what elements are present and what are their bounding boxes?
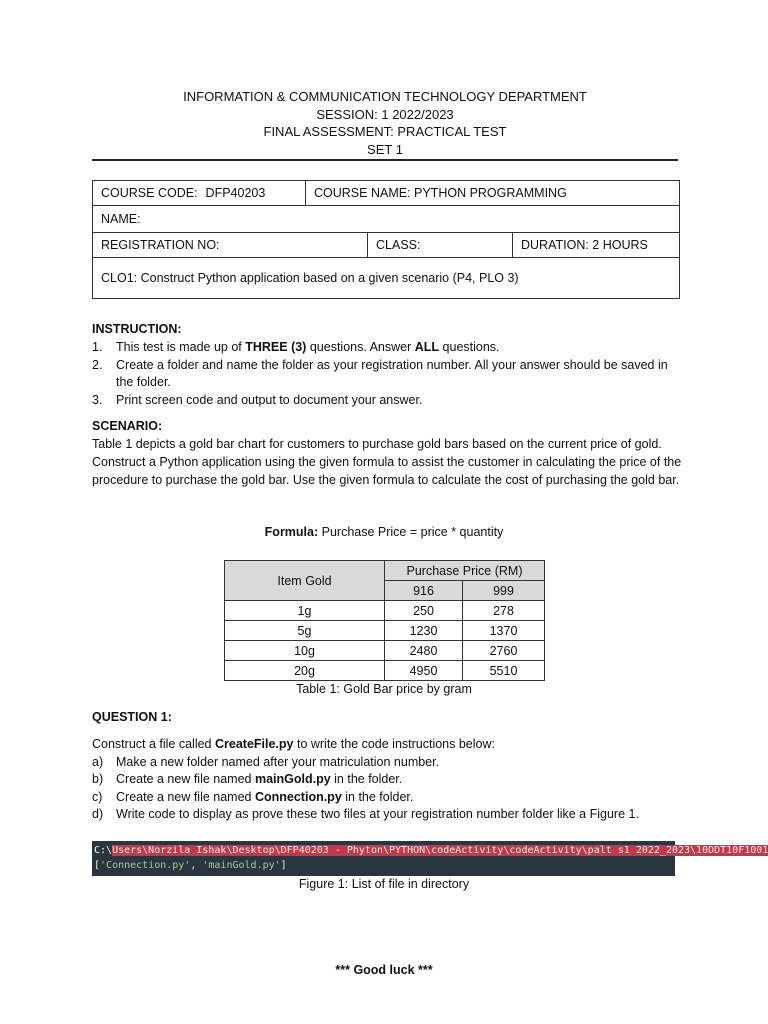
terminal-screenshot <box>92 841 768 876</box>
course-code-cell <box>93 181 306 206</box>
purity-999-header: 999 <box>463 581 545 601</box>
formula-label: Formula: <box>264 525 319 539</box>
set-line: SET 1 <box>367 141 403 157</box>
gold-price-table <box>224 560 545 681</box>
formula-line <box>0 525 768 539</box>
list-item: 3. Print screen code and output to document your answer. <box>92 392 423 407</box>
list-item: a) Make a new folder named after your matriculation number. <box>92 754 440 769</box>
question1-intro: Construct a file called CreateFile.py to write the code instructions below: <box>92 737 495 751</box>
list-item: c) Create a new file named Connection.py in the folder. <box>92 789 414 804</box>
figure-caption: Figure 1: List of file in directory <box>298 877 470 891</box>
list-item: d) Write code to display as prove these two files at your registration number folder like a Figure 1. <box>92 807 639 821</box>
instruction-title: INSTRUCTION: <box>92 322 182 336</box>
course-code-label: COURSE CODE: <box>101 186 198 200</box>
course-name-cell: COURSE NAME: PYTHON PROGRAMMING <box>306 181 680 206</box>
header-divider <box>92 159 678 161</box>
table-row: 10g 2480 2760 <box>225 641 545 661</box>
name-field: NAME: <box>93 206 680 233</box>
registration-field: REGISTRATION NO: <box>93 233 368 258</box>
document-header <box>92 88 678 158</box>
scenario-title: SCENARIO: <box>92 419 163 433</box>
instruction-list <box>92 339 682 409</box>
purity-916-header: 916 <box>385 581 463 601</box>
terminal-path-line: C:\Users\Norzila Ishak\Desktop\DFP40203 - Phyton\PYTHON\codeActivity\codeActivity\palt s1 2022_2023\10DDT10F1001 <box>94 845 768 856</box>
session-line: SESSION: 1 2022/2023 <box>316 106 454 122</box>
list-item: 2. Create a folder and name the folder as your registration number. All your answer should be saved in the folder. <box>92 357 668 389</box>
formula-text: Purchase Price = price * quantity <box>318 525 504 539</box>
list-item: b) Create a new file named mainGold.py in the folder. <box>92 772 403 786</box>
table-row: 1g 250 278 <box>225 601 545 621</box>
item-gold-header: Item Gold <box>225 561 385 601</box>
question1-title: QUESTION 1: <box>92 710 172 724</box>
assessment-line: FINAL ASSESSMENT: PRACTICAL TEST <box>263 124 507 139</box>
purchase-price-header: Purchase Price (RM) <box>385 561 545 581</box>
table-caption: Table 1: Gold Bar price by gram <box>296 682 472 696</box>
course-info-table <box>92 180 680 299</box>
clo-cell: CLO1: Construct Python application based on a given scenario (P4, PLO 3) <box>93 258 680 299</box>
question1-list <box>92 736 682 824</box>
course-code-value: DFP40203 <box>205 186 266 200</box>
list-item: 1. This test is made up of THREE (3) questions. Answer ALL questions. <box>92 340 500 354</box>
duration-field: DURATION: 2 HOURS <box>513 233 680 258</box>
table-row: 20g 4950 5510 <box>225 661 545 681</box>
class-field: CLASS: <box>368 233 513 258</box>
scenario-text: Table 1 depicts a gold bar chart for customers to purchase gold bars based on the current price of gold. Construct a Python application using the given formula to assist the customer in calculating the price of the procedure to purchase the gold bar. Use the given formula to calculate the cost of purchasing the gold bar. <box>92 437 682 487</box>
footer-good-luck: *** Good luck *** <box>335 963 433 977</box>
table-row: 5g 1230 1370 <box>225 621 545 641</box>
terminal-output-line: ['Connection.py', 'mainGold.py'] <box>94 860 287 871</box>
department-title: INFORMATION & COMMUNICATION TECHNOLOGY DEPARTMENT <box>183 89 587 104</box>
